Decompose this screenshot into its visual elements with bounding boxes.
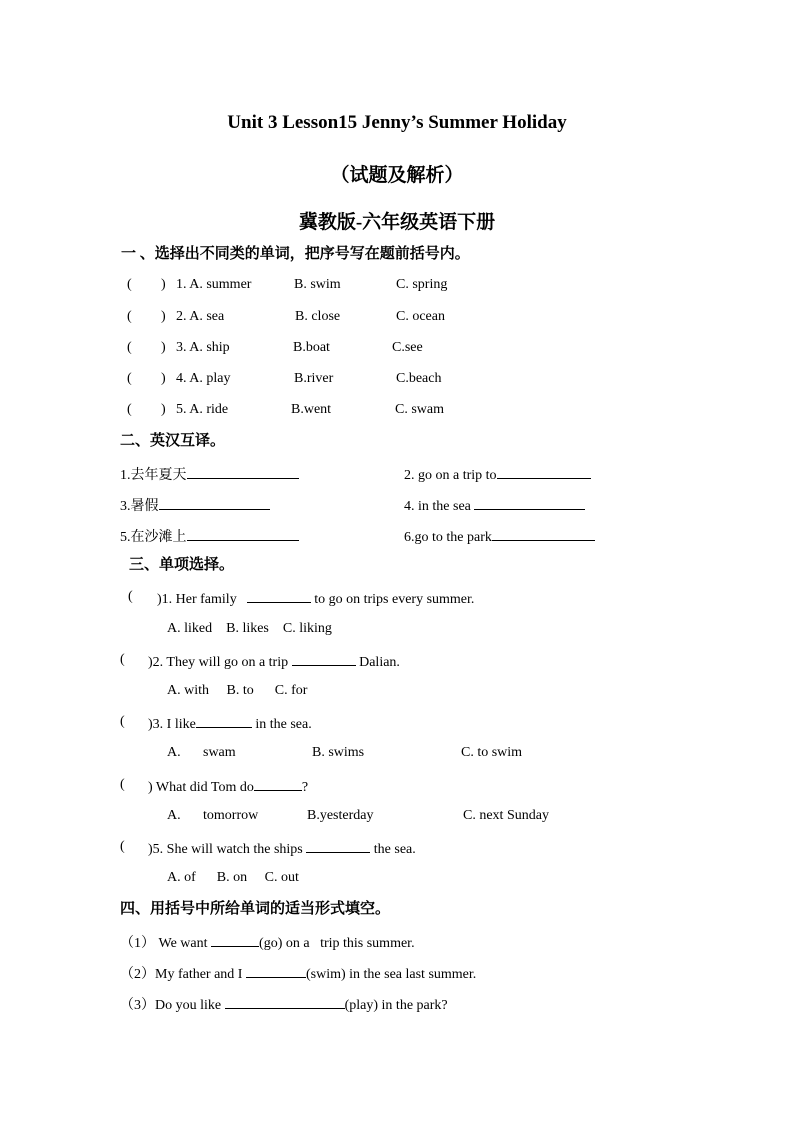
option-a: 5. A. ride bbox=[176, 402, 229, 417]
answer-paren-open: ( bbox=[128, 589, 133, 604]
option-b: B. swim bbox=[294, 277, 341, 292]
question-text: )1. Her family to go on trips every summer. bbox=[157, 588, 474, 609]
option-b: B.yesterday bbox=[307, 808, 374, 823]
translate-prompt: 1.去年夏天 bbox=[120, 464, 299, 485]
translate-prompt: 6.go to the park bbox=[404, 526, 595, 547]
answer-paren-open: ( bbox=[120, 714, 125, 729]
answer-blank[interactable] bbox=[196, 713, 252, 728]
question-text: )2. They will go on a trip Dalian. bbox=[148, 651, 400, 672]
worksheet-title: Unit 3 Lesson15 Jenny’s Summer Holiday bbox=[227, 112, 567, 133]
option-a: 2. A. sea bbox=[176, 309, 225, 324]
fill-in-item: （3）Do you like (play) in the park? bbox=[120, 994, 448, 1015]
answer-paren-close: ) bbox=[161, 371, 166, 386]
option-a: 4. A. play bbox=[176, 371, 231, 386]
answer-paren-open: ( bbox=[120, 839, 125, 854]
option-c: C. spring bbox=[396, 277, 448, 292]
answer-blank[interactable] bbox=[497, 464, 591, 479]
worksheet-edition: 冀教版-六年级英语下册 bbox=[298, 212, 496, 233]
part3-heading: 三、单项选择。 bbox=[129, 557, 235, 573]
question-text: ) What did Tom do ? bbox=[148, 776, 308, 797]
answer-blank[interactable] bbox=[306, 838, 370, 853]
answer-paren-open: ( bbox=[127, 309, 132, 324]
answer-paren-open: ( bbox=[127, 277, 132, 292]
answer-blank[interactable] bbox=[246, 963, 306, 978]
question-options: A. of B. on C. out bbox=[167, 870, 299, 885]
answer-paren-open: ( bbox=[120, 652, 125, 667]
option-c: C. swam bbox=[395, 402, 444, 417]
option-a: tomorrow bbox=[203, 808, 259, 823]
answer-blank[interactable] bbox=[292, 651, 356, 666]
translate-prompt: 5.在沙滩上 bbox=[120, 526, 299, 547]
option-c: C. next Sunday bbox=[463, 808, 549, 823]
part4-heading: 四、用括号中所给单词的适当形式填空。 bbox=[120, 901, 391, 917]
option-c: C. to swim bbox=[461, 745, 523, 760]
answer-paren-close: ) bbox=[161, 340, 166, 355]
answer-paren-open: ( bbox=[127, 340, 132, 355]
fill-in-item: （2）My father and I (swim) in the sea last summer. bbox=[120, 963, 476, 984]
part1-heading: 一 、选择出不同类的单词，把序号写在题前括号内。 bbox=[121, 246, 470, 262]
option-c: C.see bbox=[392, 340, 423, 355]
translate-prompt: 2. go on a trip to bbox=[404, 464, 591, 485]
answer-paren-close: ) bbox=[161, 309, 166, 324]
option-b: B. close bbox=[295, 309, 341, 324]
translate-prompt: 3.暑假 bbox=[120, 495, 270, 516]
answer-paren-close: ) bbox=[161, 402, 166, 417]
answer-paren-open: ( bbox=[120, 777, 125, 792]
part2-heading: 二、英汉互译。 bbox=[120, 433, 226, 449]
answer-blank[interactable] bbox=[254, 776, 302, 791]
option-a: 3. A. ship bbox=[176, 340, 230, 355]
option-b: B.went bbox=[291, 402, 332, 417]
answer-paren-close: ) bbox=[161, 277, 166, 292]
answer-blank[interactable] bbox=[247, 588, 311, 603]
option-c: C. ocean bbox=[396, 309, 445, 324]
answer-blank[interactable] bbox=[492, 526, 595, 541]
answer-blank[interactable] bbox=[211, 932, 259, 947]
option-a: 1. A. summer bbox=[176, 277, 252, 292]
answer-blank[interactable] bbox=[159, 495, 270, 510]
option-a-label: A. bbox=[167, 808, 181, 823]
answer-paren-open: ( bbox=[127, 371, 132, 386]
translate-prompt: 4. in the sea bbox=[404, 495, 585, 516]
option-b: B. swims bbox=[312, 745, 365, 760]
option-a-label: A. bbox=[167, 745, 181, 760]
option-c: C.beach bbox=[396, 371, 442, 386]
option-b: B.boat bbox=[293, 340, 330, 355]
question-text: )3. I like in the sea. bbox=[148, 713, 312, 734]
question-text: )5. She will watch the ships the sea. bbox=[148, 838, 416, 859]
answer-blank[interactable] bbox=[187, 464, 299, 479]
answer-blank[interactable] bbox=[225, 994, 345, 1009]
worksheet-subtitle: （试题及解析） bbox=[330, 165, 464, 186]
fill-in-item: （1） We want (go) on a trip this summer. bbox=[120, 932, 415, 953]
answer-blank[interactable] bbox=[187, 526, 299, 541]
option-a: swam bbox=[203, 745, 236, 760]
option-b: B.river bbox=[294, 371, 334, 386]
question-options: A. with B. to C. for bbox=[167, 683, 308, 698]
answer-paren-open: ( bbox=[127, 402, 132, 417]
question-options: A. liked B. likes C. liking bbox=[167, 621, 332, 636]
answer-blank[interactable] bbox=[474, 495, 585, 510]
